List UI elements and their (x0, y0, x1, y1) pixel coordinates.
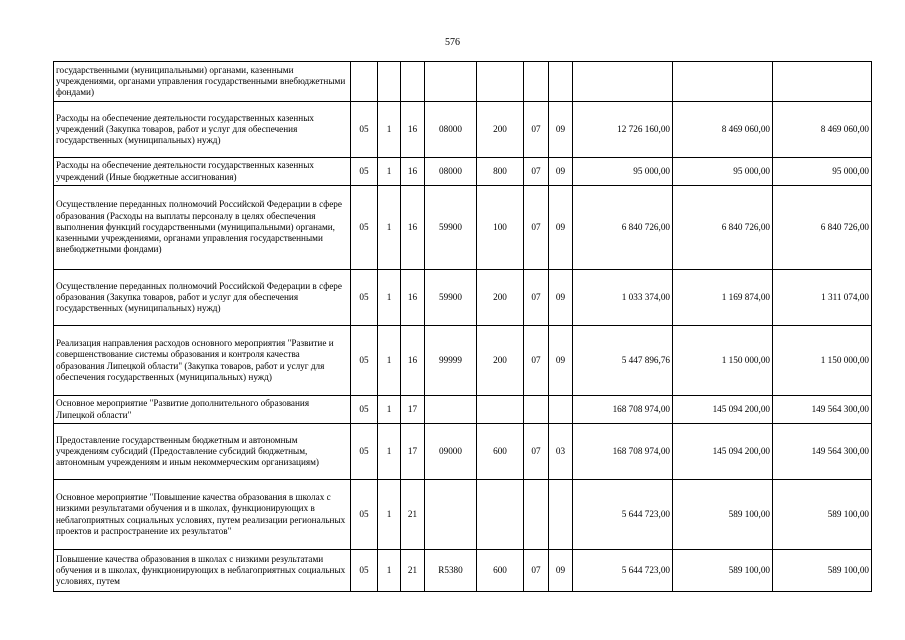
amount-cell (573, 62, 673, 102)
code-cell (378, 62, 401, 102)
amount-cell: 1 033 374,00 (573, 270, 673, 326)
row-description: Осуществление переданных полномочий Российской Федерации в сфере образования (Расходы на выплаты персоналу в целях обеспечения выполнения функций государственными (муниципальными) органами, казенными учреждениями, органами управления государственными внебюджетными фондами) (54, 186, 351, 270)
code-cell (425, 62, 477, 102)
amount-cell: 589 100,00 (673, 480, 773, 550)
amount-cell: 149 564 300,00 (773, 424, 872, 480)
amount-cell: 1 150 000,00 (673, 326, 773, 396)
code-cell: 08000 (425, 158, 477, 186)
code-cell: 1 (378, 396, 401, 424)
code-cell: 1 (378, 270, 401, 326)
code-cell: 09 (549, 326, 573, 396)
row-description: государственными (муниципальными) органами, казенными учреждениями, органами управления государственными внебюджетными фондами) (54, 62, 351, 102)
code-cell: 05 (351, 186, 378, 270)
code-cell: 16 (401, 102, 425, 158)
code-cell: 1 (378, 102, 401, 158)
code-cell (549, 480, 573, 550)
amount-cell: 8 469 060,00 (773, 102, 872, 158)
code-cell: 21 (401, 480, 425, 550)
table-row (54, 270, 872, 326)
code-cell (549, 396, 573, 424)
code-cell: 200 (477, 102, 524, 158)
code-cell: 07 (524, 550, 549, 592)
code-cell: 07 (524, 424, 549, 480)
code-cell: 1 (378, 326, 401, 396)
amount-cell: 145 094 200,00 (673, 424, 773, 480)
amount-cell: 1 150 000,00 (773, 326, 872, 396)
code-cell: 07 (524, 158, 549, 186)
amount-cell: 12 726 160,00 (573, 102, 673, 158)
amount-cell (673, 62, 773, 102)
code-cell: 07 (524, 186, 549, 270)
table-row (54, 326, 872, 396)
code-cell: 99999 (425, 326, 477, 396)
code-cell: 1 (378, 550, 401, 592)
amount-cell: 5 447 896,76 (573, 326, 673, 396)
code-cell: 07 (524, 270, 549, 326)
row-description: Повышение качества образования в школах с низкими результатами обучения и в школах, функционирующих в неблагоприятных социальных условиях, путем (54, 550, 351, 592)
code-cell: 16 (401, 270, 425, 326)
row-description: Расходы на обеспечение деятельности государственных казенных учреждений (Иные бюджетные ассигнования) (54, 158, 351, 186)
code-cell: 16 (401, 326, 425, 396)
amount-cell: 95 000,00 (573, 158, 673, 186)
code-cell (477, 480, 524, 550)
code-cell: 59900 (425, 270, 477, 326)
code-cell: R5380 (425, 550, 477, 592)
code-cell (425, 396, 477, 424)
code-cell (477, 396, 524, 424)
code-cell: 1 (378, 158, 401, 186)
code-cell: 17 (401, 396, 425, 424)
amount-cell: 6 840 726,00 (773, 186, 872, 270)
amount-cell: 589 100,00 (773, 480, 872, 550)
amount-cell: 6 840 726,00 (673, 186, 773, 270)
amount-cell: 145 094 200,00 (673, 396, 773, 424)
amount-cell: 168 708 974,00 (573, 424, 673, 480)
code-cell: 17 (401, 424, 425, 480)
code-cell: 800 (477, 158, 524, 186)
code-cell: 59900 (425, 186, 477, 270)
code-cell: 1 (378, 424, 401, 480)
amount-cell: 95 000,00 (773, 158, 872, 186)
code-cell: 1 (378, 186, 401, 270)
page-number: 576 (445, 37, 460, 48)
amount-cell: 149 564 300,00 (773, 396, 872, 424)
code-cell: 100 (477, 186, 524, 270)
row-description: Предоставление государственным бюджетным и автономным учреждениям субсидий (Предоставление субсидий бюджетным, автономным учреждениям и иным некоммерческим организациям) (54, 424, 351, 480)
amount-cell: 5 644 723,00 (573, 480, 673, 550)
code-cell: 05 (351, 326, 378, 396)
code-cell: 600 (477, 424, 524, 480)
amount-cell: 1 169 874,00 (673, 270, 773, 326)
table-row (54, 550, 872, 592)
amount-cell: 6 840 726,00 (573, 186, 673, 270)
code-cell: 05 (351, 396, 378, 424)
code-cell (425, 480, 477, 550)
table-row (54, 480, 872, 550)
amount-cell: 1 311 074,00 (773, 270, 872, 326)
amount-cell: 168 708 974,00 (573, 396, 673, 424)
code-cell: 05 (351, 158, 378, 186)
amount-cell: 589 100,00 (773, 550, 872, 592)
code-cell: 09 (549, 550, 573, 592)
row-description: Расходы на обеспечение деятельности государственных казенных учреждений (Закупка товаров, работ и услуг для обеспечения государственных (муниципальных) нужд) (54, 102, 351, 158)
code-cell: 08000 (425, 102, 477, 158)
code-cell: 05 (351, 270, 378, 326)
code-cell: 09 (549, 270, 573, 326)
table-row (54, 186, 872, 270)
code-cell: 09000 (425, 424, 477, 480)
table-row (54, 396, 872, 424)
code-cell: 05 (351, 102, 378, 158)
row-description: Основное мероприятие "Повышение качества образования в школах с низкими результатами обучения и в школах, функционирующих в неблагоприятных социальных условиях, путем реализации региональных проектов и распространение их результатов" (54, 480, 351, 550)
code-cell (524, 62, 549, 102)
code-cell: 200 (477, 270, 524, 326)
code-cell: 07 (524, 326, 549, 396)
table-row (54, 102, 872, 158)
amount-cell: 8 469 060,00 (673, 102, 773, 158)
table-row (54, 62, 872, 102)
amount-cell: 95 000,00 (673, 158, 773, 186)
code-cell: 09 (549, 186, 573, 270)
code-cell: 09 (549, 102, 573, 158)
row-description: Реализация направления расходов основного мероприятия "Развитие и совершенствование системы образования и контроля качества образования Липецкой области" (Закупка товаров, работ и услуг для обеспечения государственных (муниципальных) нужд) (54, 326, 351, 396)
code-cell: 21 (401, 550, 425, 592)
table-row (54, 158, 872, 186)
amount-cell: 5 644 723,00 (573, 550, 673, 592)
code-cell: 03 (549, 424, 573, 480)
row-description: Основное мероприятие "Развитие дополнительного образования Липецкой области" (54, 396, 351, 424)
code-cell (401, 62, 425, 102)
code-cell: 09 (549, 158, 573, 186)
code-cell: 05 (351, 424, 378, 480)
code-cell: 200 (477, 326, 524, 396)
code-cell: 600 (477, 550, 524, 592)
amount-cell: 589 100,00 (673, 550, 773, 592)
code-cell: 07 (524, 102, 549, 158)
code-cell: 16 (401, 186, 425, 270)
row-description: Осуществление переданных полномочий Российской Федерации в сфере образования (Закупка товаров, работ и услуг для обеспечения государственных (муниципальных) нужд) (54, 270, 351, 326)
code-cell (524, 396, 549, 424)
code-cell: 05 (351, 550, 378, 592)
code-cell (549, 62, 573, 102)
code-cell (524, 480, 549, 550)
table-row (54, 424, 872, 480)
code-cell (351, 62, 378, 102)
code-cell: 05 (351, 480, 378, 550)
code-cell: 1 (378, 480, 401, 550)
code-cell: 16 (401, 158, 425, 186)
budget-table (53, 61, 872, 592)
code-cell (477, 62, 524, 102)
amount-cell (773, 62, 872, 102)
